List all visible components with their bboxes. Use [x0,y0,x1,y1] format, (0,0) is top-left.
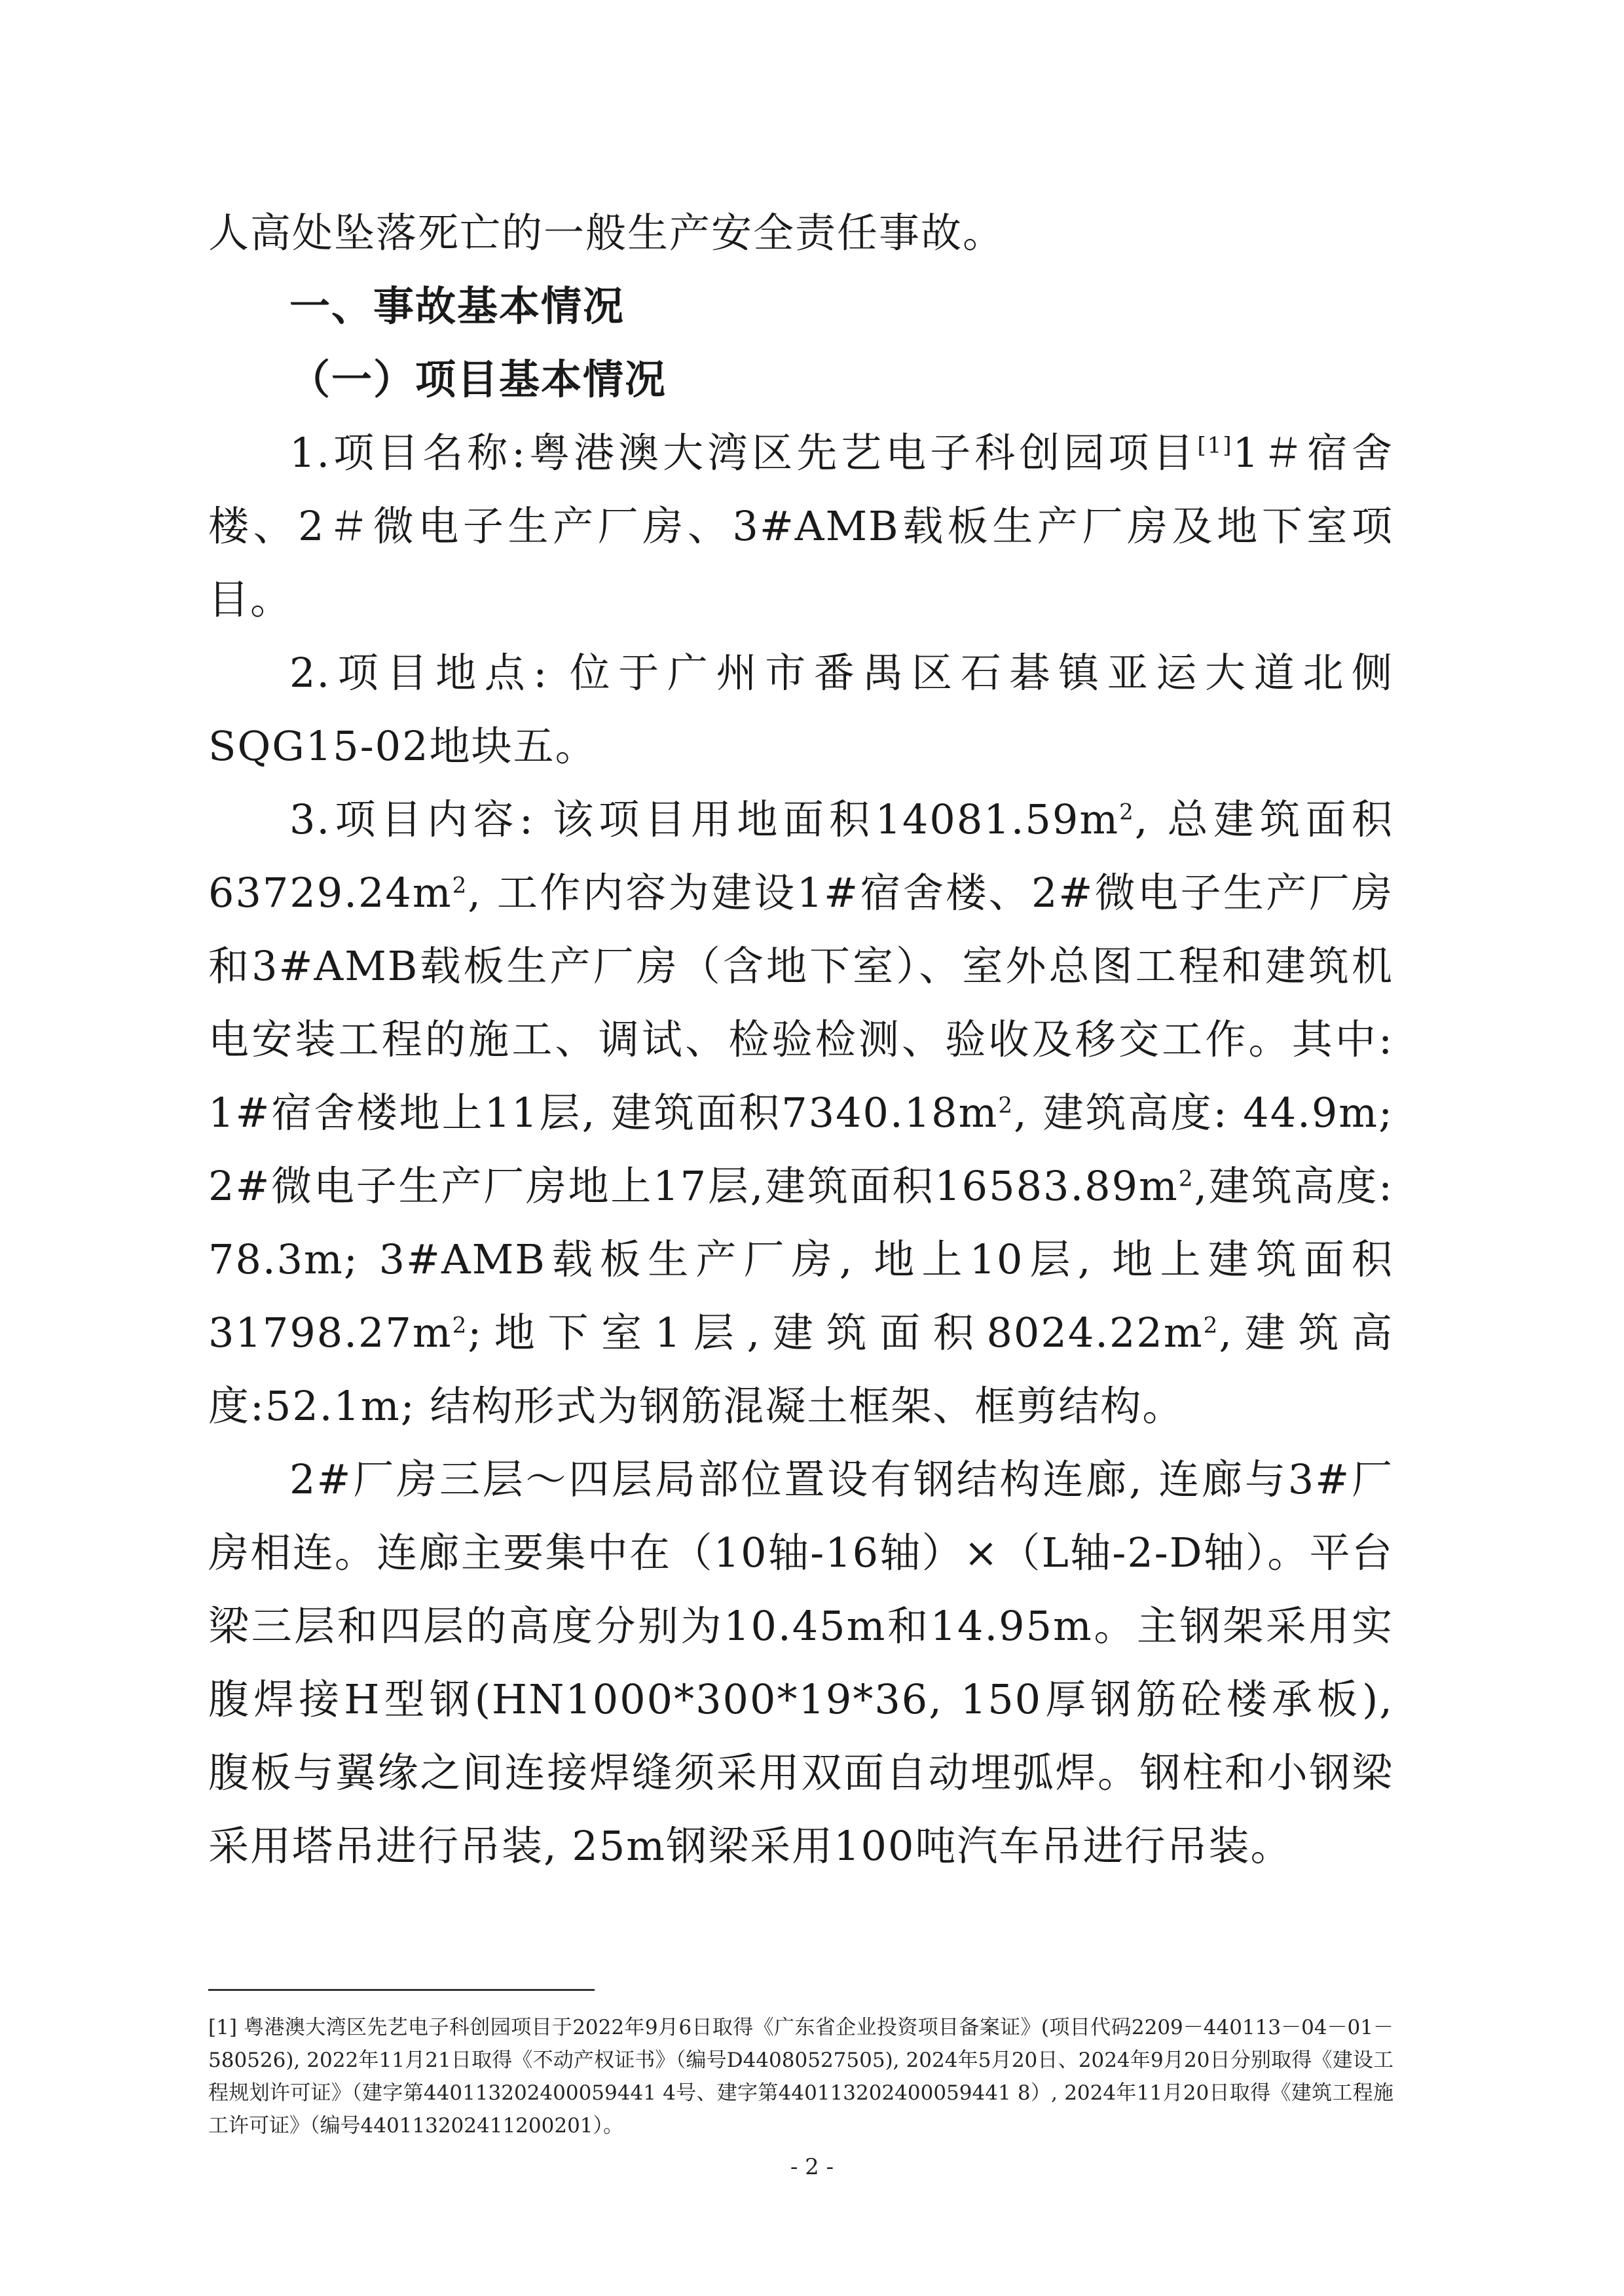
content-text-b: , 总建筑面积63729.24m [208,795,1394,917]
footnote-reference[interactable]: [1] [1197,432,1233,459]
paragraph-project-location: 2.项目地点: 位于广州市番禺区石碁镇亚运大道北侧SQG15-02地块五。 [208,649,1393,770]
subsection-heading: （一）项目基本情况 [289,355,667,403]
superscript-two: 2 [452,1312,468,1339]
section-heading: 一、事故基本情况 [289,282,625,330]
paragraph-steel-corridor: 2#厂房三层～四层局部位置设有钢结构连廊, 连廊与3#厂房相连。连廊主要集中在（10轴-16轴）×（L轴-2-D轴）。平台梁三层和四层的高度分别为10.45m和14.95m。主钢架采用实腹焊接H型钢(HN1000*300*19*36, 150厚钢筋砼楼承板), 腹板与翼缘之间连接焊缝须采用双面自动埋弧焊。钢柱和小钢梁采用塔吊进行吊装, 25m钢梁采用100吨汽车吊进行吊装。 [208,1455,1393,1870]
project-name-text-cont: 1＃宿舍楼、2＃微电子生产厂房、3#AMB载板生产厂房及地下室项目。 [208,429,1394,623]
content-text-c: , 工作内容为建设1#宿舍楼、2#微电子生产厂房和3#AMB载板生产厂房（含地下室）、室外总图工程和建筑机电安装工程的施工、调试、检验检测、验收及移交工作。其中: 1#宿舍楼地上11层, 建筑面积7340.18m [208,869,1393,1137]
footnote: [1] 粤港澳大湾区先艺电子科创园项目于2022年9月6日取得《广东省企业投资项目备案证》(项目代码2209－440113－04－01－580526), 2022年11月21日取得《不动产权证书》（编号D44080527505), 2024年5月20日、2024年9月20日分别取得《建设工程规划许可证》（建字第440113202400059441 4号、建字第440113202400059441 8）, 2024年11月20日取得《建筑工程施工许可证》（编号440113202411200201）。 [208,2016,1393,2138]
document-body [208,196,1393,1883]
superscript-two: 2 [452,872,468,899]
footnote-divider [208,1989,595,1991]
paragraph-project-content [208,783,1393,1443]
content-text-g: ,建筑高度:52.1m; 结构形式为钢筋混凝土框架、框剪结构。 [208,1309,1393,1430]
superscript-two: 2 [1119,799,1135,826]
paragraph-continuation: 人高处坠落死亡的一般生产安全责任事故。 [208,209,1005,257]
superscript-two: 2 [1178,1165,1194,1192]
project-name-text: 1.项目名称:粤港澳大湾区先艺电子科创园项目 [289,429,1198,477]
content-text-f: ;地下室1层,建筑面积8024.22m [468,1309,1204,1357]
content-text-d: , 建筑高度: 44.9m; 2#微电子生产厂房地上17层,建筑面积16583.89m [208,1089,1393,1210]
paragraph-project-name [208,416,1393,636]
superscript-two: 2 [998,1092,1014,1119]
page-number: - 2 - [790,2154,834,2180]
content-text-e: ,建筑高度: 78.3m; 3#AMB载板生产厂房, 地上10层, 地上建筑面积31798.27m [208,1162,1393,1357]
superscript-two: 2 [1203,1312,1219,1339]
content-text-a: 3.项目内容: 该项目用地面积14081.59m [289,795,1120,843]
